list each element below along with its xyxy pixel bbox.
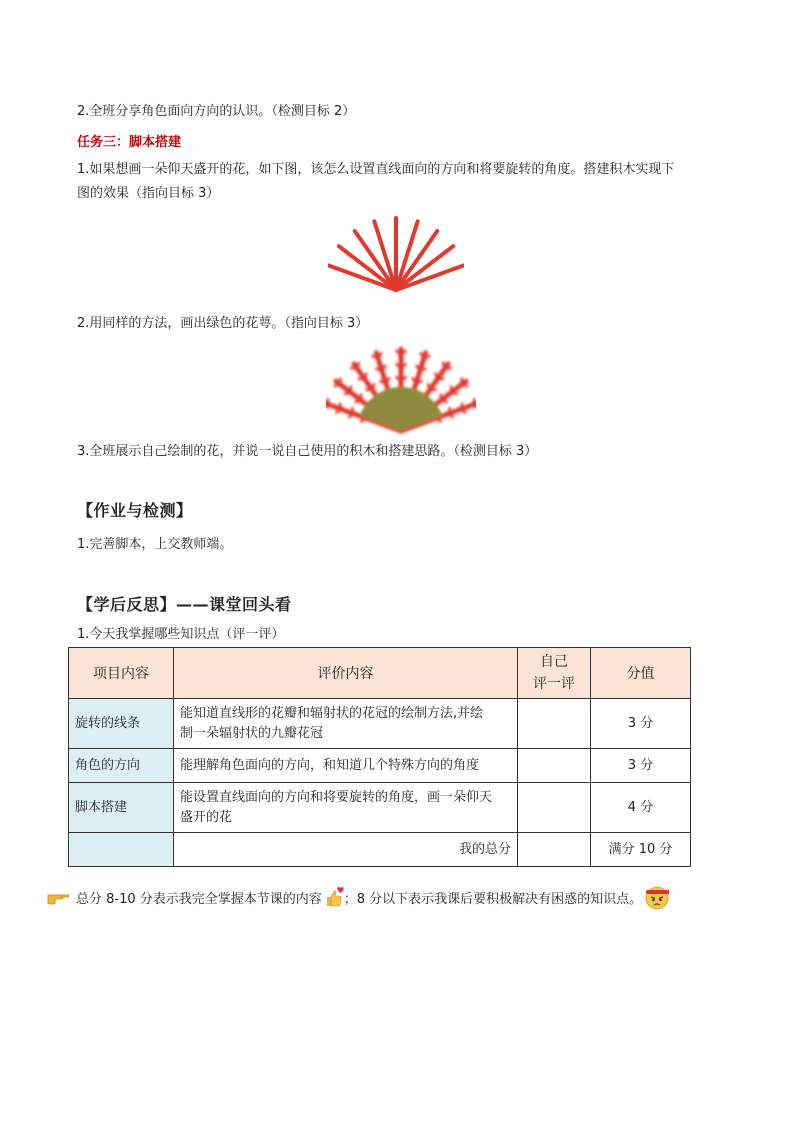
row-content <box>174 699 518 749</box>
header-self-line2: 评一评 <box>533 676 575 692</box>
petal-barb <box>473 405 476 408</box>
table-header-row <box>69 648 691 699</box>
note-part1: 总分 8-10 分表示我完全掌握本节课的内容 <box>76 891 322 907</box>
task3-item2: 2.用同样的方法，画出绿色的花萼。（指向目标 3） <box>77 316 369 331</box>
row-content-line2: 盛开的花 <box>180 809 233 825</box>
row-self-score[interactable] <box>518 783 591 833</box>
header-score: 分值 <box>591 648 691 699</box>
petal-barb <box>451 393 457 394</box>
reflection-heading: 【学后反思】——课堂回头看 <box>77 595 292 614</box>
task2-item2: 2.全班分享角色面向方向的认识。（检测目标 2） <box>77 104 356 119</box>
row-item: 角色的方向 <box>69 749 174 783</box>
task3-item1-line1: 1.如果想画一朵仰天盛开的花，如下图，该怎么设置直线面向的方向和将要旋转的角度。搭建积木实现下 <box>77 162 675 177</box>
row-score: 3 分 <box>591 749 691 783</box>
row-self-score[interactable] <box>518 749 591 783</box>
petal-barb <box>441 401 447 402</box>
header-content: 评价内容 <box>174 648 518 699</box>
table-row <box>69 783 691 833</box>
petal-barb <box>372 384 374 390</box>
total-blank-cell <box>69 833 174 867</box>
total-self-score[interactable] <box>518 833 591 867</box>
total-label: 我的总分 <box>174 833 518 867</box>
row-content-line1: 能理解角色面向的方向，和知道几个特殊方向的角度 <box>180 757 480 773</box>
homework-item1: 1.完善脚本，上交教师端。 <box>77 537 233 552</box>
row-score: 3 分 <box>591 699 691 749</box>
evaluation-table <box>68 647 691 867</box>
row-item: 旋转的线条 <box>69 699 174 749</box>
determined-face-icon <box>644 884 670 910</box>
row-score: 4 分 <box>591 783 691 833</box>
task3-item3: 3.全班展示自己绘制的花，并说一说自己使用的积木和搭建思路。（检测目标 3） <box>77 444 538 459</box>
task3-title: 任务三：脚本搭建 <box>77 135 182 150</box>
header-item: 项目内容 <box>69 648 174 699</box>
row-content-line1: 能设置直线面向的方向和将要旋转的角度，画一朵仰天 <box>180 789 493 805</box>
table-row <box>69 699 691 749</box>
thumbs-up-heart-icon <box>322 886 344 908</box>
homework-heading: 【作业与检测】 <box>77 501 193 520</box>
table-row <box>69 749 691 783</box>
row-content <box>174 749 518 783</box>
task3-item1-line2: 图的效果（指向目标 3） <box>77 186 220 201</box>
flower-with-calyx-figure <box>326 343 476 435</box>
row-self-score[interactable] <box>518 699 591 749</box>
pointing-hand-icon <box>46 889 70 905</box>
petal-barb <box>462 385 468 386</box>
row-content-line2: 制一朵辐射状的九瓣花冠 <box>180 725 324 741</box>
score-note <box>46 884 670 910</box>
table-total-row <box>69 833 691 867</box>
petal-barb <box>365 374 367 380</box>
row-content <box>174 783 518 833</box>
red-flower-figure <box>328 214 464 294</box>
reflection-item1: 1.今天我掌握哪些知识点（评一评） <box>77 627 285 642</box>
row-item: 脚本搭建 <box>69 783 174 833</box>
row-content-line1: 能知道直线形的花瓣和辐射状的花冠的绘制方法,并绘 <box>180 705 484 721</box>
petal-barb <box>357 363 359 369</box>
header-self-line1: 自己 <box>540 654 568 670</box>
total-score: 满分 10 分 <box>591 833 691 867</box>
note-part2: ；8 分以下表示我课后要积极解决有困惑的知识点。 <box>343 891 643 907</box>
header-self <box>518 648 591 699</box>
